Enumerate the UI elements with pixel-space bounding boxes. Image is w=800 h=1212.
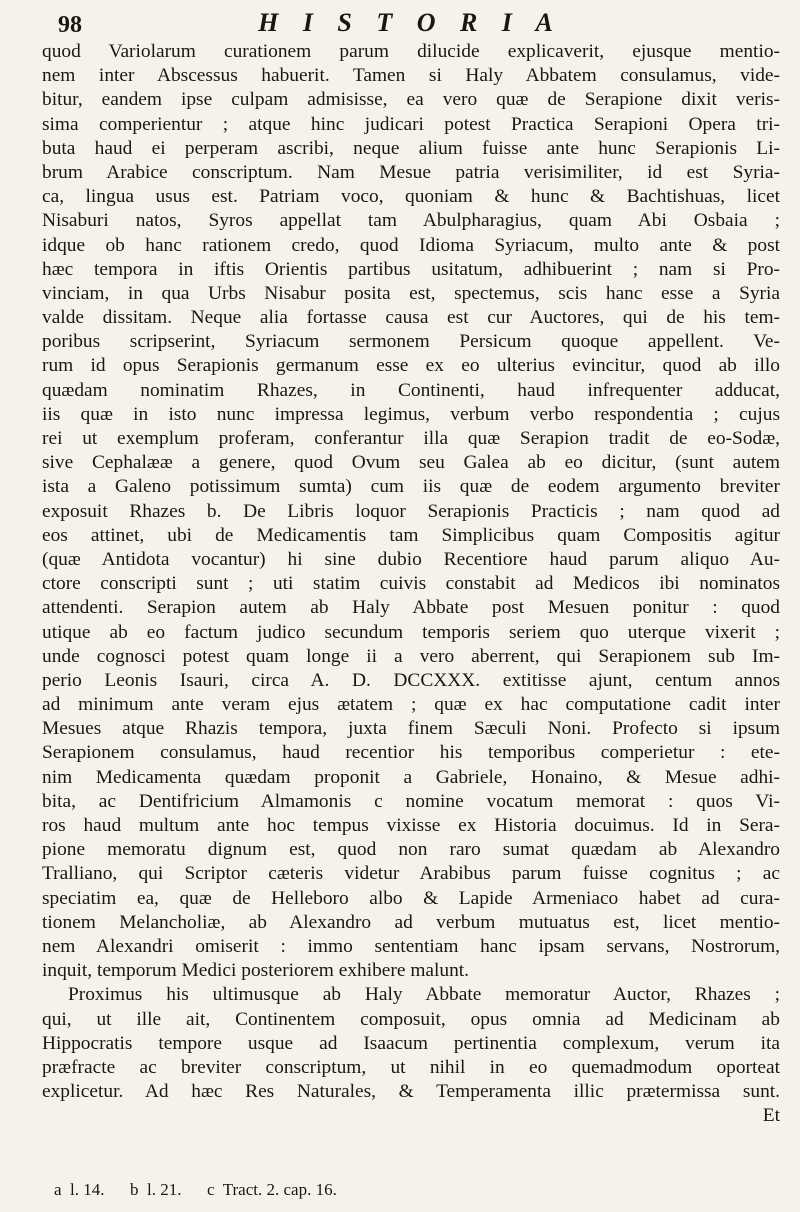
running-head: H I S T O R I A — [258, 8, 562, 37]
text-line: Nisaburi natos, Syros appellat tam Abulpharagius, quam Abi Osbaia ; — [42, 210, 780, 232]
text-line: rei ut exemplum proferam, conferantur illa quæ Serapion tradit de eo-Sodæ, — [42, 428, 780, 449]
text-line: nem Alexandri omiserit : immo sententiam hanc ipsam servans, Nostrorum, — [42, 935, 780, 957]
text-line: perio Leonis Isauri, circa A. D. DCCXXX. extitisse ajunt, centum annos — [42, 669, 780, 691]
text-line: sive Cephalææ a genere, quod Ovum seu Galea ab eo dicitur, (sunt autem — [42, 452, 780, 474]
footnotes: a l. 14. b l. 21. c Tract. 2. cap. 16. — [54, 1180, 337, 1199]
text-line: Proximus his ultimusque ab Haly Abbate memoratur Auctor, Rhazes ; — [68, 984, 780, 1006]
body-text — [42, 40, 780, 1165]
text-line: quædam nominatim Rhazes, in Continenti, haud infrequenter adducat, — [42, 379, 780, 401]
text-line: Tralliano, qui Scriptor cæteris videtur Arabibus parum fuisse cognitus ; ac — [42, 863, 780, 885]
text-line: ista a Galeno potissimum sumta) cum iis quæ de eodem argumento breviter — [42, 476, 780, 498]
text-line: poribus scripserint, Syriacum sermonem Persicum quoque appellent. Ve- — [42, 331, 780, 353]
text-line: ad minimum ante veram ejus ætatem ; quæ ex hac computatione cadit inter — [42, 694, 780, 716]
text-line: qui, ut ille ait, Continentem composuit, opus omnia ad Medicinam ab — [42, 1008, 780, 1030]
text-line: bita, ac Dentifricium Almamonis c nomine vocatum memorat : quos Vi- — [42, 790, 780, 812]
text-line: tionem Melancholiæ, ab Alexandro ad verbum mutuatus est, licet mentio- — [42, 911, 780, 933]
text-line: exposuit Rhazes b. De Libris loquor Serapionis Practicis ; nam quod ad — [42, 500, 780, 522]
text-line: speciatim ea, quæ de Helleboro albo & Lapide Armeniaco habet ad cura- — [42, 887, 780, 909]
page-header — [40, 6, 780, 38]
text-line: Serapionem consulamus, haud recentior his temporibus comperietur : ete- — [42, 742, 780, 764]
text-line: buta haud ei perperam ascribi, neque alium fuisse ante hunc Serapionis Li- — [42, 137, 780, 159]
text-line: valde dissitam. Neque alia fortasse causa est cur Auctores, qui de his tem- — [42, 307, 780, 329]
page-number: 98 — [58, 12, 82, 38]
text-line: pione memoratu dignum est, quod non raro sumat quædam ab Alexandro — [42, 839, 780, 861]
text-line: præfracte ac breviter conscriptum, ut nihil in eo quemadmodum oporteat — [42, 1056, 780, 1078]
text-line: (quæ Antidota vocantur) hi sine dubio Recentiore haud parum aliquo Au- — [42, 548, 780, 570]
text-line: Hippocratis tempore usque ad Isaacum pertinentia complexum, verum ita — [42, 1032, 780, 1054]
text-line: inquit, temporum Medici posteriorem exhibere malunt. — [42, 960, 470, 982]
text-line: eos attinet, ubi de Medicamentis tam Simplicibus quam Compositis agitur — [42, 524, 780, 546]
text-line: nim Medicamenta quædam proponit a Gabriele, Honaino, & Mesue adhi- — [42, 766, 780, 788]
text-line: ctore conscripti sunt ; uti statim cuivis constabit ad Medicos ibi nominatos — [42, 573, 780, 595]
text-line: vinciam, in qua Urbs Nisabur posita est, spectemus, scis hanc esse a Syria — [42, 282, 780, 304]
text-line: attendenti. Serapion autem ab Haly Abbate post Mesuen ponitur : quod — [42, 597, 780, 619]
text-line: Mesues atque Rhazis tempora, juxta finem Sæculi Noni. Profecto si ipsum — [42, 718, 780, 740]
text-line: idque ob hanc rationem credo, quod Idioma Syriacum, multo ante & post — [42, 234, 780, 256]
text-line: nem inter Abscessus habuerit. Tamen si Haly Abbatem consulamus, vide- — [42, 65, 780, 87]
text-line: unde cognosci potest quam longe ii a vero aberrent, qui Serapionem sub Im- — [42, 645, 780, 667]
text-line: bitur, eandem ipse culpam admisisse, ea vero quæ de Serapione dixit veris- — [42, 89, 780, 111]
text-line: ca, lingua usus est. Patriam voco, quoniam & hunc & Bachtishuas, licet — [42, 186, 780, 208]
text-line: rum id opus Serapionis germanum esse ex eo ulterius evincitur, quod ab illo — [42, 355, 780, 377]
text-line: sima comperientur ; atque hinc judicari potest Practica Serapioni Opera tri- — [42, 113, 780, 135]
text-line: explicetur. Ad hæc Res Naturales, & Temperamenta illic prætermissa sunt. — [42, 1081, 780, 1103]
text-line: Et — [762, 1105, 780, 1127]
text-line: hæc tempora in iftis Orientis partibus usitatum, adhibuerint ; nam si Pro- — [42, 258, 780, 280]
text-line: brum Arabice conscriptum. Nam Mesue patria verisimiliter, id est Syria- — [42, 161, 780, 183]
text-line: quod Variolarum curationem parum dilucide explicaverit, ejusque mentio- — [42, 41, 780, 62]
text-line: ros haud multum ante hoc tempus vixisse ex Historia docuimus. Id in Sera- — [42, 815, 780, 836]
text-line: iis quæ in isto nunc impressa legimus, verbum verbo respondentia ; cujus — [42, 403, 780, 425]
text-line: utique ab eo factum judico secundum temporis seriem quo uterque vixerit ; — [42, 621, 780, 643]
